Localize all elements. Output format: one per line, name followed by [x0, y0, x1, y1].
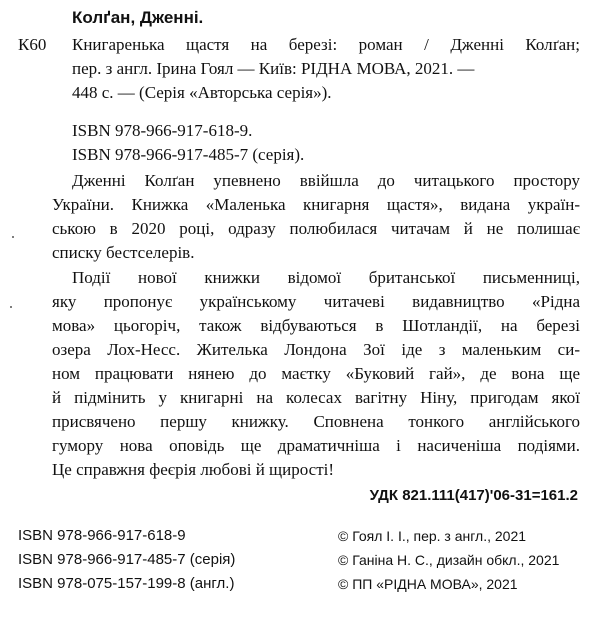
- author-heading: Колґан, Дженні.: [72, 8, 204, 27]
- bibliographic-line-3: 448 с. — (Серія «Авторська серія»).: [72, 83, 332, 102]
- annotation-p1-line-1: Дженні Колґан упевнено ввійшла до читацького простору: [72, 171, 580, 190]
- copyright-translator: © Гоял І. І., пер. з англ., 2021: [338, 528, 527, 544]
- scan-speck: [12, 236, 14, 238]
- annotation-p2-line-9: Це справжня феєрія любові й щирості!: [52, 460, 335, 479]
- annotation-p2-line-2: яку пропонує українському читачеві видавництво «Рідна: [52, 292, 580, 311]
- annotation-p1-line-2: України. Книжка «Маленька книгарня щастя», видана україн-: [52, 195, 580, 214]
- bibliographic-line-1: Книгаренька щастя на березі: роман / Дженні Колґан;: [72, 35, 580, 54]
- annotation-p2-line-7: присвячено першу книжку. Сповнена тонкого англійського: [52, 412, 580, 431]
- annotation-p1-line-3: ською в 2020 році, одразу полюбилася читачам й не полишає: [52, 219, 580, 238]
- annotation-p2-line-4: озера Лох-Несс. Жителька Лондона Зої іде з маленьким си-: [52, 340, 580, 359]
- footer-isbn-3: ISBN 978-075-157-199-8 (англ.): [18, 575, 235, 592]
- copyright-designer: © Ганіна Н. С., дизайн обкл., 2021: [338, 552, 560, 568]
- annotation-p2-line-5: ном працювати нянею до маєтку «Буковий гай», де вона ще: [52, 364, 580, 383]
- copyright-publisher: © ПП «РІДНА МОВА», 2021: [338, 576, 518, 592]
- annotation-p1-line-4: списку бестселерів.: [52, 243, 195, 262]
- footer-isbn-2: ISBN 978-966-917-485-7 (серія): [18, 551, 236, 568]
- index-code: К60: [18, 35, 47, 54]
- footer-isbn-1: ISBN 978-966-917-618-9: [18, 527, 186, 544]
- bibliographic-line-2: пер. з англ. Ірина Гоял — Київ: РІДНА МОВА, 2021. —: [72, 59, 475, 78]
- udc-code: УДК 821.111(417)'06-31=161.2: [369, 487, 578, 504]
- isbn-line-2: ISBN 978-966-917-485-7 (серія).: [72, 145, 305, 164]
- annotation-p2-line-6: й підмінить у книгарні на колесах вагітну Ніну, пригодам якої: [52, 388, 580, 407]
- scan-speck: [10, 306, 12, 308]
- annotation-p2-line-3: мова» цьогоріч, також відбуваються в Шотландії, на березі: [52, 316, 580, 335]
- annotation-p2-line-1: Події нової книжки відомої британської письменниці,: [72, 268, 580, 287]
- isbn-line-1: ISBN 978-966-917-618-9.: [72, 121, 253, 140]
- annotation-p2-line-8: гумору нова оповідь ще драматичніша і насиченіша подіями.: [52, 436, 580, 455]
